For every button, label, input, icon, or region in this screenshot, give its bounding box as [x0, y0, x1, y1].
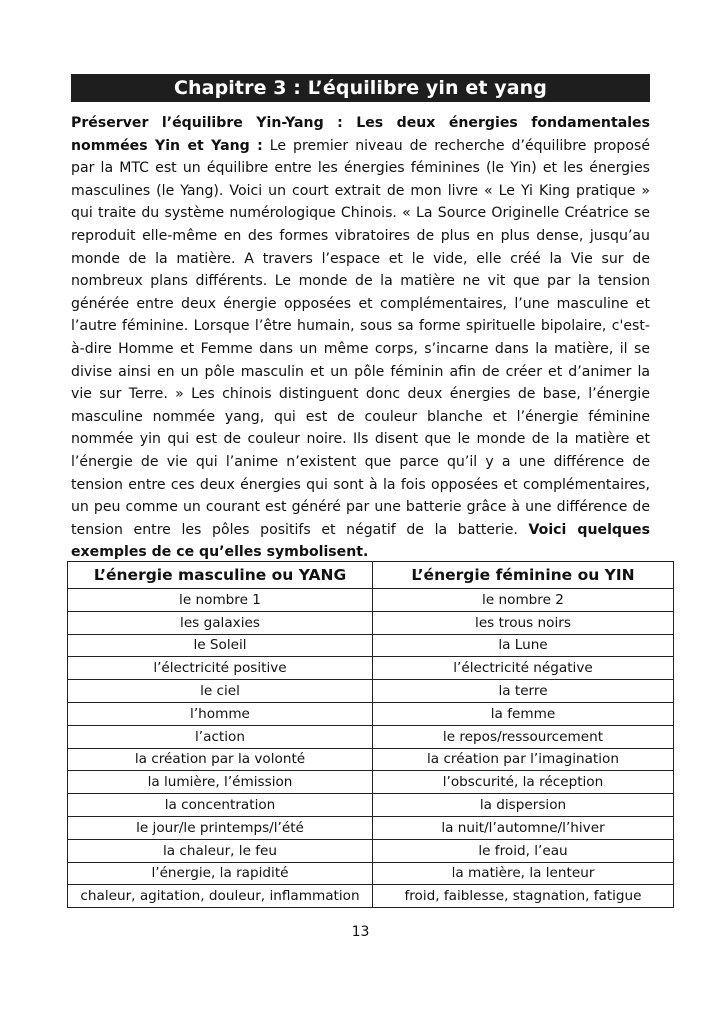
- cell-yin: les trous noirs: [373, 611, 674, 634]
- intro-body: Le premier niveau de recherche d’équilibre proposé par la MTC est un équilibre entre les énergies féminines (le Yin) et les énergies masculines (le Yang). Voici un court extrait de mon livre « Le Yi King pratique » qui traite du système numérologique Chinois. « La Source Originelle Créatrice se reproduit elle-même en des formes vibratoires de plus en plus dense, jusqu’au monde de la matière. A travers l’espace et le vide, elle créé la Vie sur de nombreux plans différents. Le monde de la matière ne vit que par la tension générée entre deux énergie opposées et complémentaires, l’une masculine et l’autre féminine. Lorsque l’être humain, sous sa forme spirituelle bipolaire, c'est-à-dire Homme et Femme dans un même corps, s’incarne dans la matière, il se divise ainsi en un pôle masculin et un pôle féminin afin de créer et d’animer la vie sur Terre. » Les chinois distinguent donc deux énergies de base, l’énergie masculine nommée yang, qui est de couleur blanche et l’énergie féminine nommée yin qui est de couleur noire. Ils disent que le monde de la matière et l’énergie de vie qui l’anime n’existent que parce qu’il y a une différence de tension entre ces deux énergies qui sont à la fois opposées et complémentaires, un peu comme un courant est généré par une batterie grâce à une différence de tension entre les pôles positifs et négatif de la batterie.: [71, 137, 650, 538]
- table-row: [68, 725, 674, 748]
- cell-yin: l’obscurité, la réception: [373, 771, 674, 794]
- cell-yin: la création par l’imagination: [373, 748, 674, 771]
- table-row: [68, 885, 674, 908]
- table-row: [68, 771, 674, 794]
- intro-bold-tail: Voici quelques exemples de ce qu’elles symbolisent.: [71, 521, 650, 561]
- table-row: [68, 702, 674, 725]
- intro-paragraph: [71, 112, 650, 564]
- cell-yang: la lumière, l’émission: [68, 771, 373, 794]
- page-number: 13: [351, 924, 370, 940]
- page-content: [71, 74, 650, 905]
- intro-bold-lead: Préserver l’équilibre Yin-Yang : Les deux énergies fondamentales nommées Yin et Yang :: [71, 115, 650, 154]
- header-yang: L’énergie masculine ou YANG: [68, 562, 373, 589]
- cell-yang: l’électricité positive: [68, 657, 373, 680]
- cell-yang: chaleur, agitation, douleur, inflammation: [68, 885, 373, 908]
- cell-yin: la dispersion: [373, 794, 674, 817]
- header-yin: L’énergie féminine ou YIN: [373, 562, 674, 589]
- table-row: [68, 680, 674, 703]
- table-row: [68, 862, 674, 885]
- cell-yang: la chaleur, le feu: [68, 839, 373, 862]
- cell-yang: la création par la volonté: [68, 748, 373, 771]
- cell-yang: l’action: [68, 725, 373, 748]
- table-row: [68, 611, 674, 634]
- table-row: [68, 794, 674, 817]
- table-row: [68, 589, 674, 612]
- table-row: [68, 657, 674, 680]
- cell-yin: la matière, la lenteur: [373, 862, 674, 885]
- cell-yin: la Lune: [373, 634, 674, 657]
- cell-yin: le repos/ressourcement: [373, 725, 674, 748]
- cell-yin: la femme: [373, 702, 674, 725]
- table-row: [68, 839, 674, 862]
- table-row: [68, 816, 674, 839]
- cell-yin: le nombre 2: [373, 589, 674, 612]
- cell-yin: froid, faiblesse, stagnation, fatigue: [373, 885, 674, 908]
- cell-yang: l’énergie, la rapidité: [68, 862, 373, 885]
- cell-yang: le jour/le printemps/l’été: [68, 816, 373, 839]
- table-row: [68, 748, 674, 771]
- cell-yang: l’homme: [68, 702, 373, 725]
- cell-yin: la nuit/l’automne/l’hiver: [373, 816, 674, 839]
- cell-yin: l’électricité négative: [373, 657, 674, 680]
- table-header-row: [68, 562, 674, 589]
- yin-yang-table: [67, 561, 674, 908]
- table-row: [68, 634, 674, 657]
- cell-yin: le froid, l’eau: [373, 839, 674, 862]
- cell-yang: la concentration: [68, 794, 373, 817]
- cell-yang: le Soleil: [68, 634, 373, 657]
- cell-yang: les galaxies: [68, 611, 373, 634]
- yin-yang-table-container: [67, 561, 674, 908]
- chapter-title: Chapitre 3 : L’équilibre yin et yang: [71, 74, 650, 102]
- cell-yang: le ciel: [68, 680, 373, 703]
- cell-yin: la terre: [373, 680, 674, 703]
- cell-yang: le nombre 1: [68, 589, 373, 612]
